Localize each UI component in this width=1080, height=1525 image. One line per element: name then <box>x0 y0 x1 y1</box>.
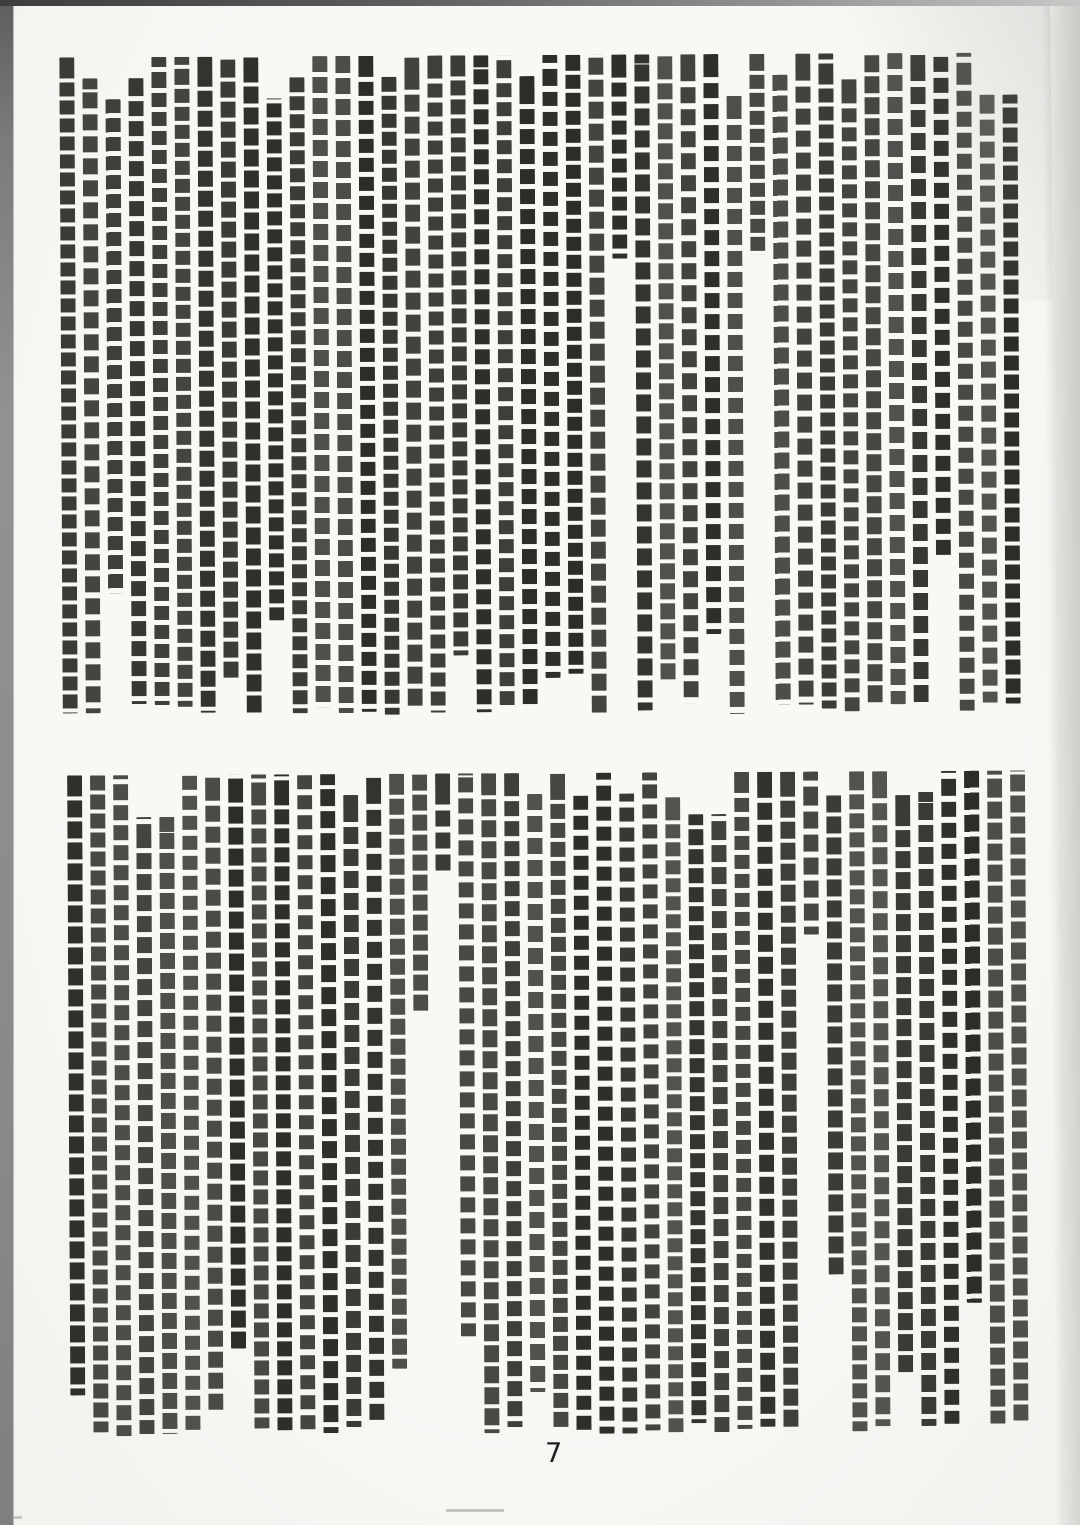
redacted-text-column <box>104 57 124 717</box>
redacted-text-column <box>549 773 569 1435</box>
redacted-text-column <box>518 55 538 715</box>
redacted-text-column <box>58 57 78 717</box>
page-number: 7 <box>544 1437 563 1469</box>
redacted-text-column <box>710 772 730 1434</box>
redacted-text-column <box>204 775 224 1437</box>
redacted-text-column <box>894 771 914 1433</box>
redacted-text-column <box>503 773 523 1435</box>
redacted-text-column <box>779 772 799 1434</box>
redacted-text-column <box>886 53 906 713</box>
redacted-text-column <box>112 775 132 1437</box>
redacted-text-column <box>334 56 354 716</box>
redacted-text-column <box>127 57 147 717</box>
redacted-text-column <box>434 773 454 1435</box>
redacted-text-column <box>227 775 247 1437</box>
redacted-text-column <box>917 771 937 1433</box>
redacted-text-column <box>181 775 201 1437</box>
text-block-lower <box>56 770 1029 1437</box>
redacted-text-column <box>802 772 822 1434</box>
redacted-text-column <box>196 57 216 717</box>
redacted-text-column <box>595 773 615 1435</box>
redacted-text-column <box>250 774 270 1436</box>
redacted-text-column <box>273 774 293 1436</box>
redacted-text-column <box>526 773 546 1435</box>
scan-edge-top <box>0 0 1080 6</box>
scan-edge-left <box>0 0 14 1525</box>
redacted-text-column <box>449 55 469 715</box>
redacted-text-column <box>702 54 722 714</box>
redacted-text-column <box>265 56 285 716</box>
redacted-text-column <box>457 773 477 1435</box>
scan-artifact <box>446 1509 504 1512</box>
redacted-text-column <box>587 55 607 715</box>
redacted-text-column <box>610 55 630 715</box>
redacted-text-column <box>863 53 883 713</box>
redacted-text-column <box>733 772 753 1434</box>
redacted-text-column <box>656 54 676 714</box>
redacted-text-column <box>342 774 362 1436</box>
redacted-text-column <box>963 771 983 1433</box>
redacted-text-column <box>940 771 960 1433</box>
redacted-text-column <box>932 53 952 713</box>
redacted-text-column <box>664 772 684 1434</box>
redacted-text-column <box>135 775 155 1437</box>
redacted-text-column <box>978 53 998 713</box>
redacted-text-column <box>1001 52 1021 712</box>
redacted-text-column <box>756 772 776 1434</box>
redacted-text-column <box>472 55 492 715</box>
redacted-text-column <box>825 771 845 1433</box>
redacted-text-column <box>840 53 860 713</box>
redacted-text-column <box>618 773 638 1435</box>
redacted-text-column <box>633 54 653 714</box>
redacted-text-column <box>158 775 178 1437</box>
redacted-text-column <box>495 55 515 715</box>
redacted-text-column <box>771 54 791 714</box>
redacted-text-column <box>311 56 331 716</box>
scan-artifact <box>12 1516 22 1519</box>
redacted-text-column <box>66 775 86 1437</box>
redacted-text-column <box>242 56 262 716</box>
redacted-text-column <box>219 57 239 717</box>
redacted-text-column <box>986 771 1006 1433</box>
redacted-text-column <box>817 53 837 713</box>
redacted-text-column <box>380 56 400 716</box>
redacted-text-column <box>411 774 431 1436</box>
redacted-text-column <box>541 55 561 715</box>
redacted-text-column <box>871 771 891 1433</box>
redacted-text-column <box>909 53 929 713</box>
redacted-text-column <box>955 53 975 713</box>
redacted-text-column <box>748 54 768 714</box>
redacted-text-column <box>173 57 193 717</box>
redacted-text-column <box>426 55 446 715</box>
redacted-text-column <box>572 773 592 1435</box>
redacted-text-column <box>848 771 868 1433</box>
redacted-text-column <box>679 54 699 714</box>
redacted-text-column <box>89 775 109 1437</box>
text-block-upper <box>48 52 1021 717</box>
redacted-text-column <box>403 56 423 716</box>
redacted-text-column <box>687 772 707 1434</box>
redacted-text-column <box>288 56 308 716</box>
redacted-text-column <box>794 54 814 714</box>
redacted-text-column <box>641 772 661 1434</box>
redacted-text-column <box>1009 770 1029 1432</box>
redacted-text-column <box>388 774 408 1436</box>
redacted-text-column <box>150 57 170 717</box>
redacted-text-column <box>480 773 500 1435</box>
redacted-text-column <box>81 57 101 717</box>
redacted-text-column <box>357 56 377 716</box>
redacted-text-column <box>296 774 316 1436</box>
redacted-text-column <box>725 54 745 714</box>
redacted-text-column <box>319 774 339 1436</box>
redacted-text-column <box>365 774 385 1436</box>
redacted-text-column <box>564 55 584 715</box>
